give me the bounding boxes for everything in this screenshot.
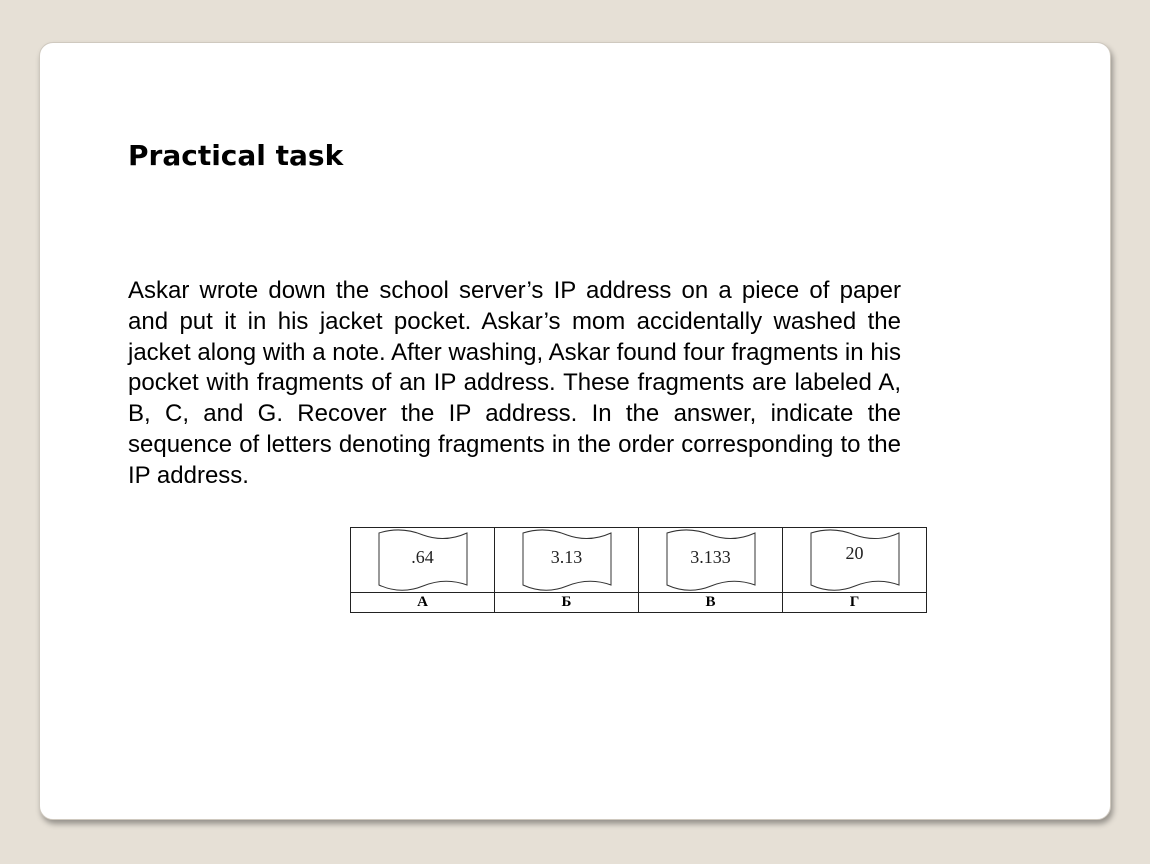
slide-title: Practical task	[128, 139, 344, 172]
fragment-cell-g	[783, 528, 927, 593]
fragment-label-a: А	[351, 593, 495, 613]
fragment-label-g: Г	[783, 593, 927, 613]
fragment-text: 3.133	[690, 547, 731, 567]
fragment-cell-b	[495, 528, 639, 593]
paper-fragment-g	[809, 529, 901, 591]
fragment-text: 20	[845, 543, 864, 563]
paper-fragment-c	[665, 529, 757, 591]
fragment-label-b: Б	[495, 593, 639, 613]
fragment-label-c: В	[639, 593, 783, 613]
fragment-cell-c	[639, 528, 783, 593]
paper-fragment-b	[521, 529, 613, 591]
paper-fragment-a	[377, 529, 469, 591]
fragment-cell-a	[351, 528, 495, 593]
fragment-text: 3.13	[550, 547, 583, 567]
fragments-table	[350, 527, 927, 613]
slide	[39, 42, 1111, 820]
fragment-text: .64	[411, 547, 434, 567]
task-description: Askar wrote down the school server’s IP address on a piece of paper and put it in his jacket pocket. Askar’s mom accidentally washed the jacket along with a note. After washing, Askar found four fragments in his pocket with fragments of an IP address. These fragments are labeled A, B, C, and G. Recover the IP address. In the answer, indicate the sequence of letters denoting fragments in the order corresponding to the IP address.	[128, 277, 901, 489]
